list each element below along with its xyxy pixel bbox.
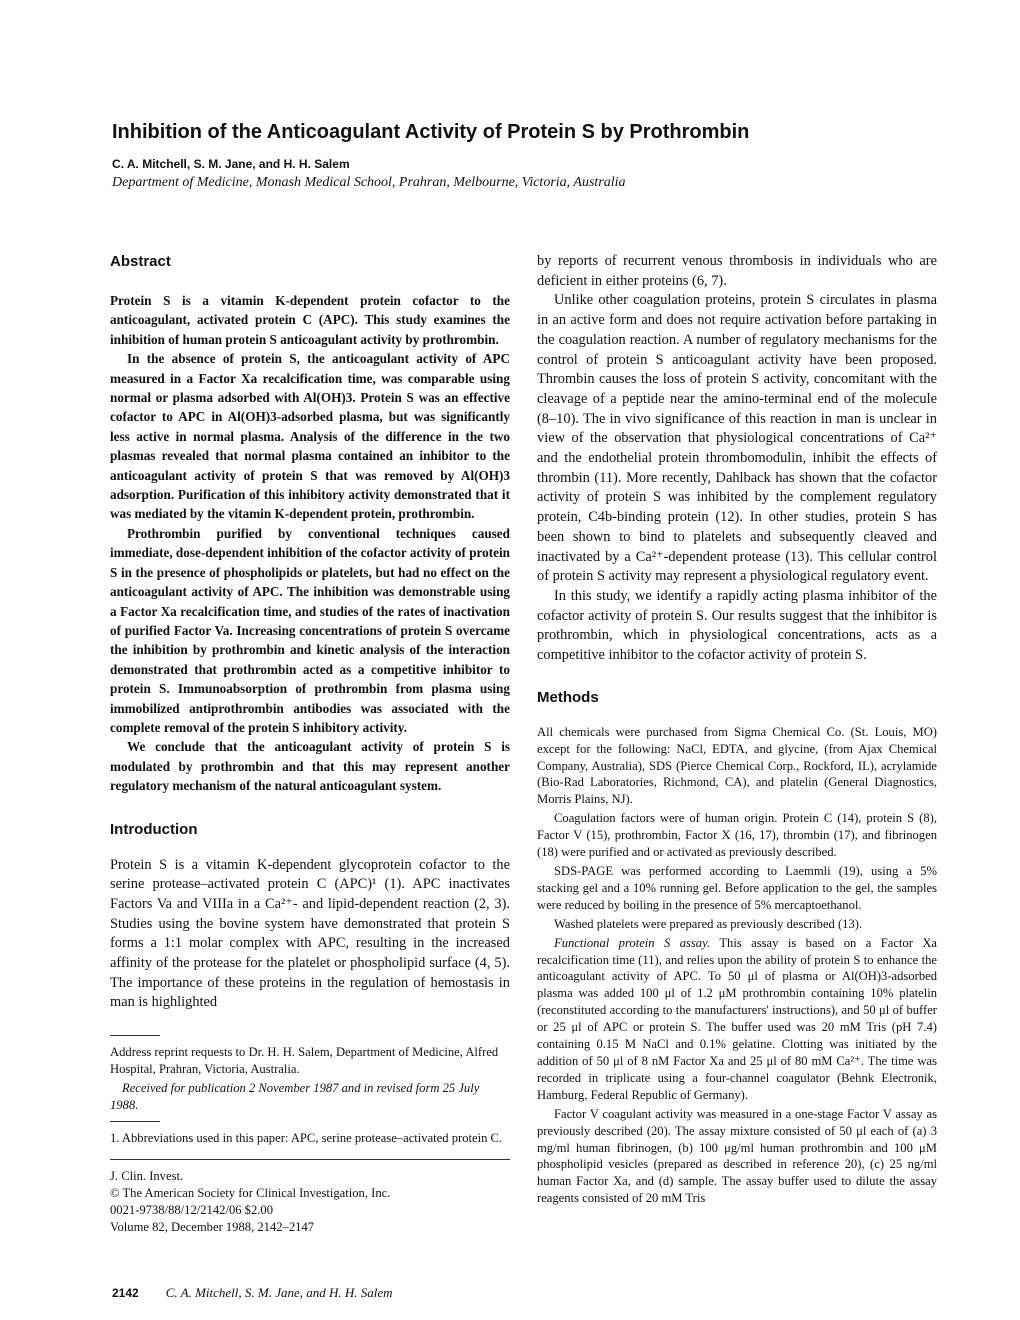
reprint-note: Address reprint requests to Dr. H. H. Salem, Department of Medicine, Alfred Hospital, Prahran, Victoria, Australia. — [110, 1045, 499, 1076]
functional-assay-text: This assay is based on a Factor Xa recalcification time (11), and relies upon the ability of protein S to enhance the anticoagulant activity of APC. To 50 μl of plasma or Al(OH)3-adsorbed plasma was added 100 μl of 1.2 μM prothrombin containing 10% platelin (reconstituted according to the manufacturers' instructions), and 50 μl of buffer or 25 μl of APC or protein S. The buffer used was 20 mM Tris (pH 7.4) containing 0.15 M NaCl and 0.1% gelatine. Clotting was initiated by the addition of 50 μl of 8 nM Factor Xa and 25 μl of 80 mM Ca²⁺. The time was recorded in triplicate using a four-channel coagulator (Behnk Electronik, Hamburg, Federal Republic of Germany). — [537, 935, 938, 1102]
right-column — [537, 252, 937, 1209]
abstract-paragraph: We conclude that the anticoagulant activity of protein S is modulated by prothrombin and that this may represent another regulatory mechanism of the natural anticoagulant system. — [110, 739, 510, 794]
abstract-paragraph: Protein S is a vitamin K-dependent protein cofactor to the anticoagulant, activated protein C (APC). This study examines the inhibition of human protein S anticoagulant activity by prothrombin. — [110, 293, 510, 347]
abbreviations-footnote: 1. Abbreviations used in this paper: APC, serine protease–activated protein C. — [110, 1131, 503, 1146]
journal-info-line: Volume 82, December 1988, 2142–2147 — [110, 1219, 315, 1234]
methods-body — [537, 724, 937, 1207]
footnote-area — [110, 1035, 510, 1235]
introduction-paragraph: by reports of recurrent venous thrombosis in individuals who are deficient in either proteins (6, 7). — [537, 253, 937, 289]
journal-info-line: J. Clin. Invest. — [110, 1169, 184, 1184]
footnote-divider — [110, 1035, 160, 1036]
methods-paragraph: Coagulation factors were of human origin. Protein C (14), protein S (8), Factor V (15), prothrombin, Factor X (16, 17), thrombin (17), and fibrinogen (18) were purified and or activated as previously described. — [537, 811, 937, 860]
journal-info-divider — [110, 1159, 510, 1160]
page-number: 2142 — [112, 1286, 139, 1300]
methods-paragraph: Washed platelets were prepared as previously described (13). — [554, 916, 863, 931]
abstract-body — [110, 291, 510, 796]
abstract-paragraph: In the absence of protein S, the anticoagulant activity of APC measured in a Factor Xa recalcification time, was comparable using normal or plasma adsorbed with Al(OH)3. Protein S was an effective cofactor to APC in Al(OH)3-adsorbed plasma, but was significantly less active in normal plasma. Analysis of the difference in the two plasmas revealed that normal plasma contained an inhibitor to the anticoagulant activity of protein S that was removed by Al(OH)3 adsorption. Purification of this inhibitory activity demonstrated that it was mediated by the vitamin K-dependent protein, prothrombin. — [110, 351, 510, 522]
page-footer — [112, 1285, 393, 1301]
introduction-paragraph: Unlike other coagulation proteins, protein S circulates in plasma in an active form and does not require activation before partaking in the coagulation reaction. A number of regulatory mechanisms for the control of protein S anticoagulant activity have been proposed. Thrombin causes the loss of protein S activity, concomitant with the cleavage of a peptide near the amino-terminal end of the molecule (8–10). The in vivo significance of this reaction in man is unclear in view of the observation that physiological concentrations of Ca²⁺ and the endothelial protein thrombomodulin, inhibit the effects of thrombin (11). More recently, Dahlback has shown that the cofactor activity of protein S was inhibited by the complement regulatory protein, C4b-binding protein (12). In other studies, protein S has been shown to bind to platelets and subsequently cleaved and inactivated by a Ca²⁺-dependent protease (13). This cellular control of protein S activity may represent a physiological regulatory event. — [537, 292, 937, 585]
introduction-body — [110, 856, 510, 1014]
article-title: Inhibition of the Anticoagulant Activity of Protein S by Prothrombin — [112, 121, 750, 143]
journal-info-line: 0021-9738/88/12/2142/06 $2.00 — [110, 1202, 274, 1217]
introduction-heading: Introduction — [110, 820, 198, 838]
introduction-paragraph: In this study, we identify a rapidly acting plasma inhibitor of the cofactor activity of protein S. Our results suggest that the inhibitor is prothrombin, which in physiological concentrations, acts as a competitive inhibitor to the cofactor activity of protein S. — [537, 587, 937, 664]
journal-info-line: © The American Society for Clinical Investigation, Inc. — [110, 1185, 391, 1200]
running-head: C. A. Mitchell, S. M. Jane, and H. H. Salem — [165, 1285, 393, 1300]
methods-paragraph: SDS-PAGE was performed according to Laemmli (19), using a 5% stacking gel and a 10% running gel. Before application to the gel, the samples were reduced by boiling in the presence of 5% mercaptoethanol. — [537, 864, 937, 912]
author-list: C. A. Mitchell, S. M. Jane, and H. H. Salem — [112, 157, 350, 171]
functional-assay-label: Functional protein S assay. — [554, 935, 711, 950]
left-column — [110, 252, 510, 1235]
received-note: Received for publication 2 November 1987 and in revised form 25 July 1988. — [110, 1080, 480, 1112]
methods-paragraph — [537, 935, 937, 1104]
abstract-paragraph: Prothrombin purified by conventional techniques caused immediate, dose-dependent inhibition of the cofactor activity of protein S in the presence of phospholipids or platelets, but had no effect on the anticoagulant activity of APC. The inhibition was demonstrable using a Factor Xa recalcification time, and studies of the rates of inactivation of purified Factor Va. Increasing concentrations of protein S overcame the inhibition by prothrombin and kinetic analysis of the interaction demonstrated that prothrombin acted as a competitive inhibitor to protein S. Immunoabsorption of prothrombin from plasma using immobilized antiprothrombin antibodies was associated with the complete removal of the protein S inhibitory activity. — [110, 525, 510, 735]
methods-heading: Methods — [537, 688, 599, 706]
methods-paragraph: All chemicals were purchased from Sigma Chemical Co. (St. Louis, MO) except for the following: NaCl, EDTA, and glycine, (from Ajax Chemical Company, Australia), SDS (Pierce Chemical Corp., Rockford, IL), acrylamide (Bio-Rad Laboratories, Richmond, CA), and platelin (General Diagnostics, Morris Plains, NJ). — [537, 724, 937, 807]
footnote-divider — [110, 1121, 160, 1122]
journal-info — [110, 1168, 510, 1235]
introduction-paragraph: Protein S is a vitamin K-dependent glycoprotein cofactor to the serine protease–activated protein C (APC)¹ (1). APC inactivates Factors Va and VIIIa in a Ca²⁺- and lipid-dependent reaction (2, 3). Studies using the bovine system have demonstrated that protein S forms a 1:1 molar complex with APC, resulting in the increased affinity of the protease for the platelet or phospholipid surface (4, 5). The importance of these proteins in the regulation of hemostasis in man is highlighted — [110, 856, 510, 1011]
methods-paragraph: Factor V coagulant activity was measured in a one-stage Factor V assay as previously described (20). The assay mixture consisted of 50 μl each of (a) 3 mg/ml human fibrinogen, (b) 100 μg/ml human prothrombin and 100 μM phospholipid vesicles (prepared as described in reference 20), (c) 25 ng/ml human Factor Xa, and (d) sample. The assay buffer used to dilute the assay reagents consisted of 20 mM Tris — [537, 1106, 937, 1206]
author-affiliation: Department of Medicine, Monash Medical School, Prahran, Melbourne, Victoria, Australia — [112, 175, 626, 190]
abstract-heading: Abstract — [110, 253, 171, 270]
introduction-continued — [537, 252, 937, 666]
